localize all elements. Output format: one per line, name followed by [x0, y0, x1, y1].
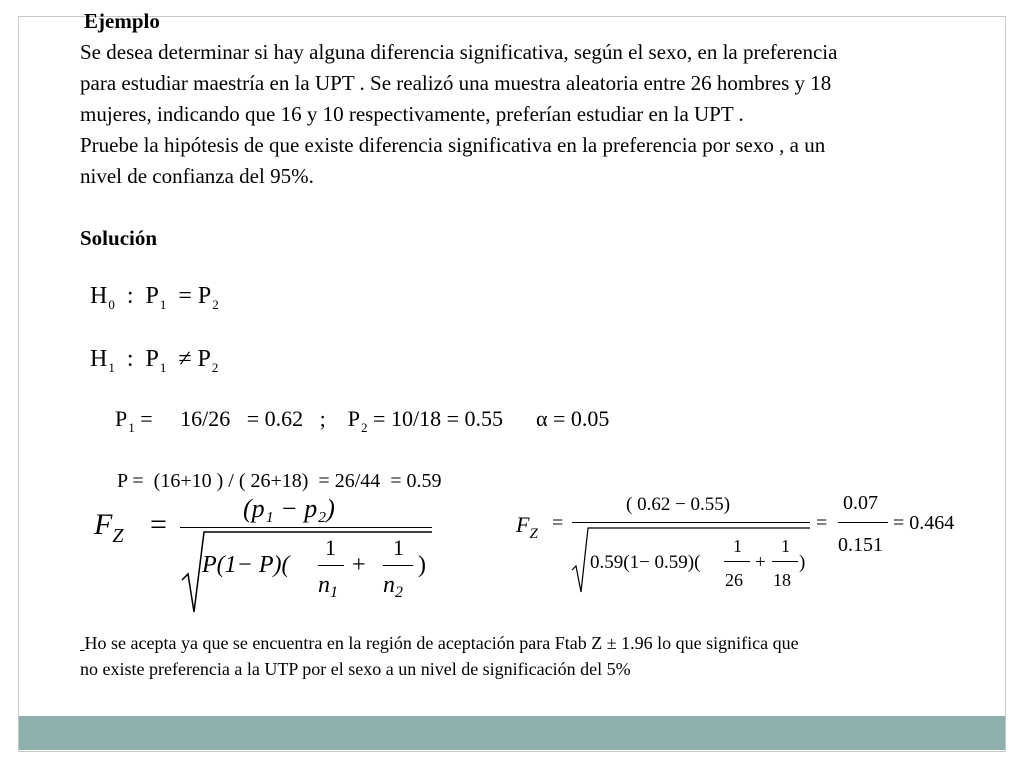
computed-18: 18 — [773, 570, 791, 590]
formula-fraction-line — [180, 527, 432, 528]
problem-line: Se desea determinar si hay alguna diferencia significativa, según el sexo, en la preferencia — [80, 40, 838, 64]
result-denominator: 0.151 — [838, 534, 883, 556]
computed-equals-2: = — [816, 512, 828, 534]
formula-close: ) — [418, 552, 426, 578]
computed-equals: = — [552, 512, 564, 534]
computed-plus: + — [755, 552, 766, 573]
computed-one-b: 1 — [781, 536, 790, 556]
hypothesis-h0: $H_0$ : $P_1 = P_2$ — [90, 283, 219, 312]
frac-line-18 — [772, 561, 798, 562]
problem-line: para estudiar maestría en la UPT . Se realizó una muestra aleatoria entre 26 hombres y 18 — [80, 71, 832, 95]
frac-line-n1 — [318, 565, 344, 566]
conclusion-line: no existe preferencia a la UTP por el sexo a un nivel de significación del 5% — [80, 659, 631, 679]
computed-result: = 0.464 — [893, 512, 955, 534]
solution-label: Solución — [80, 226, 158, 250]
formula-one-a: 1 — [325, 535, 336, 560]
formula-n2: $n_2$ — [383, 572, 403, 601]
computed-fraction-line — [572, 522, 810, 523]
problem-line: Pruebe la hipótesis de que existe diferencia significativa en la preferencia por sexo , a un — [80, 133, 826, 157]
computed-lhs: $F_Z$ — [516, 512, 538, 542]
proportions-line: $P_1$ = 16/26 = 0.62 ; $P_2 = 10/18 = 0.55$ α = 0.05 — [115, 406, 610, 435]
frac-line-26 — [724, 561, 750, 562]
computed-den: 0.59(1− 0.59)( — [590, 552, 701, 573]
formula-n1: $n_1$ — [318, 572, 338, 601]
result-numerator: 0.07 — [843, 492, 878, 514]
formula-equals: = — [150, 508, 167, 541]
frac-line-n2 — [383, 565, 413, 566]
result-fraction-line — [838, 522, 888, 523]
formula-numerator: (p₁ − p₂) — [243, 494, 335, 523]
formula-plus: + — [352, 552, 366, 578]
hypothesis-h1: $H_1$ : $P_1 \ne P_2$ — [90, 346, 219, 375]
problem-line: nivel de confianza del 95%. — [80, 164, 314, 188]
problem-line: mujeres, indicando que 16 y 10 respectivamente, preferían estudiar en la UPT . — [80, 102, 744, 126]
heading-ejemplo: Ejemplo — [84, 9, 160, 33]
computed-26: 26 — [725, 570, 743, 590]
conclusion-line: Ho se acepta ya que se encuentra en la región de aceptación para Ftab Z ± 1.96 lo que significa que — [84, 633, 799, 653]
formula-one-b: 1 — [393, 535, 404, 560]
computed-numerator: ( 0.62 − 0.55) — [626, 494, 731, 515]
computed-one-a: 1 — [733, 536, 742, 556]
slide-bottom-bar — [19, 716, 1005, 750]
formula-lhs: $F_Z$ — [94, 508, 124, 547]
formula-den-p: P(1− P)( — [202, 552, 290, 578]
pooled-proportion: P = (16+10 ) / ( 26+18) = 26/44 = 0.59 — [117, 470, 442, 492]
computed-close: ) — [799, 552, 806, 573]
